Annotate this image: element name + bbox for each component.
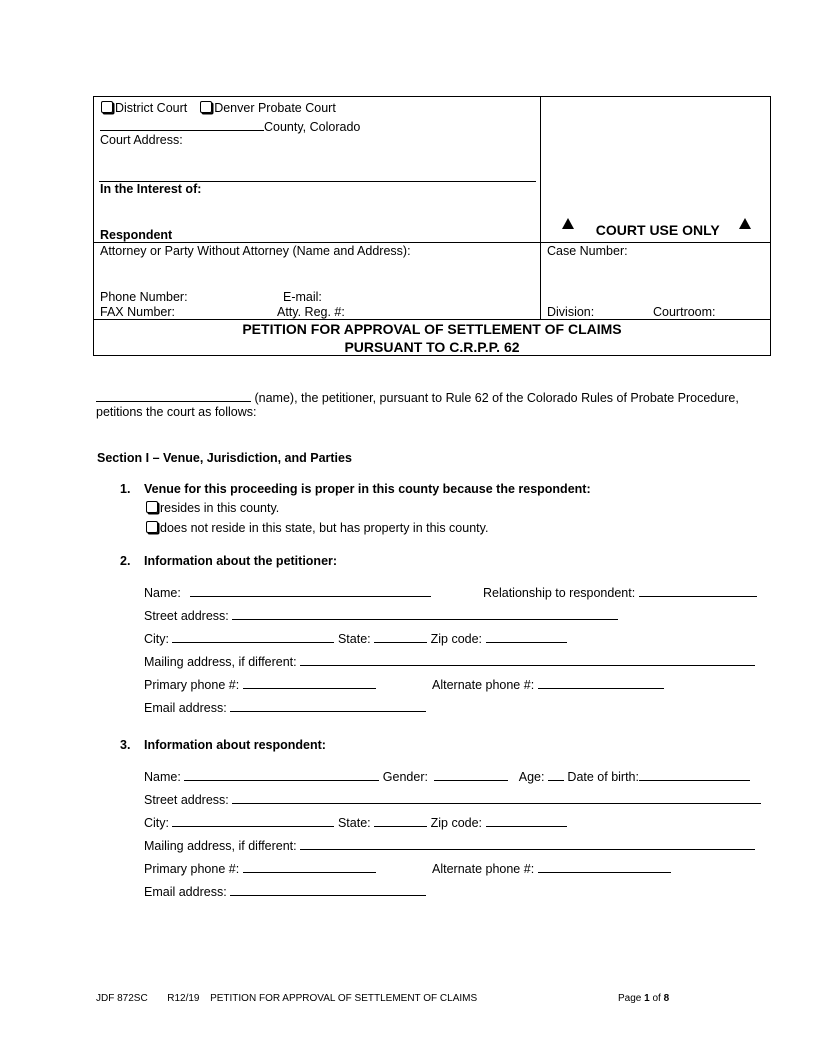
respondent-mailing-label: Mailing address, if different: (144, 839, 297, 853)
petitioner-mailing-row (144, 653, 755, 669)
petitioner-alternate-phone-label: Alternate phone #: (432, 678, 535, 692)
respondent-name-label: Name: (144, 770, 181, 784)
petitioner-zip-field[interactable] (486, 630, 567, 643)
petitioner-email-field[interactable] (230, 699, 426, 712)
case-number-label: Case Number: (547, 244, 628, 258)
respondent-gender-field[interactable] (434, 768, 508, 781)
respondent-age-label: Age: (518, 770, 545, 784)
respondent-zip-label: Zip code: (430, 816, 483, 830)
respondent-zip-field[interactable] (486, 814, 567, 827)
respondent-gender-label: Gender: (382, 770, 428, 784)
caption-vertical-divider (540, 96, 541, 320)
atty-reg-label: Atty. Reg. #: (277, 305, 345, 319)
respondent-state-field[interactable] (374, 814, 427, 827)
petitioner-primary-phone-label: Primary phone #: (144, 678, 240, 692)
respondent-email-field[interactable] (230, 883, 426, 896)
petitioner-name-blank[interactable] (96, 389, 251, 402)
up-arrow-left-icon (562, 218, 574, 229)
fax-number-label: FAX Number: (100, 305, 176, 319)
item3-number: 3. (120, 738, 131, 752)
item1-heading: Venue for this proceeding is proper in this county because the respondent: (144, 482, 591, 496)
item1-number: 1. (120, 482, 131, 496)
property-checkbox[interactable] (146, 521, 158, 533)
email-label: E-mail: (283, 290, 322, 304)
petitioner-primary-phone-row (144, 676, 376, 692)
relationship-label: Relationship to respondent: (483, 586, 636, 600)
respondent-street-row (144, 791, 761, 807)
respondent-mailing-row (144, 837, 755, 853)
resides-label: resides in this county. (160, 501, 280, 515)
probate-court-checkbox[interactable] (200, 101, 212, 113)
property-label: does not reside in this state, but has property in this county. (160, 521, 489, 535)
resides-checkbox[interactable] (146, 501, 158, 513)
petitioner-email-label: Email address: (144, 701, 227, 715)
item2-heading: Information about the petitioner: (144, 554, 338, 568)
district-court-label: District Court (115, 101, 188, 115)
section1-heading: Section I – Venue, Jurisdiction, and Parties (97, 451, 352, 465)
court-selection (101, 101, 336, 115)
respondent-dob-field[interactable] (639, 768, 750, 781)
respondent-name-row (144, 768, 750, 784)
in-interest-label: In the Interest of: (100, 182, 202, 196)
county-label: County, Colorado (264, 120, 361, 134)
respondent-city-row (144, 814, 567, 830)
intro-line2: petitions the court as follows: (96, 405, 257, 419)
respondent-state-label: State: (337, 816, 371, 830)
petitioner-city-field[interactable] (172, 630, 334, 643)
court-address-label: Court Address: (100, 133, 183, 147)
respondent-street-label: Street address: (144, 793, 229, 807)
respondent-street-field[interactable] (232, 791, 761, 804)
petitioner-name-label: Name: (144, 586, 181, 600)
venue-option-property (146, 521, 488, 535)
petitioner-zip-label: Zip code: (430, 632, 483, 646)
respondent-email-row (144, 883, 426, 899)
petitioner-state-label: State: (337, 632, 371, 646)
respondent-primary-phone-row (144, 860, 376, 876)
petitioner-city-label: City: (144, 632, 169, 646)
footer (96, 993, 477, 1004)
intro-text: (name), the petitioner, pursuant to Rule 62 of the Colorado Rules of Probate Procedure, (254, 391, 739, 405)
court-use-only-label: COURT USE ONLY (595, 222, 720, 238)
respondent-alternate-phone-row (432, 860, 671, 876)
petitioner-email-row (144, 699, 426, 715)
footer-revision: R12/19 (167, 993, 200, 1004)
respondent-alternate-phone-label: Alternate phone #: (432, 862, 535, 876)
footer-title: PETITION FOR APPROVAL OF SETTLEMENT OF CLAIMS (210, 993, 478, 1004)
respondent-mailing-field[interactable] (300, 837, 755, 850)
page-current: 1 (644, 993, 650, 1004)
petitioner-primary-phone-field[interactable] (243, 676, 376, 689)
petitioner-street-row (144, 607, 618, 623)
item3-heading: Information about respondent: (144, 738, 326, 752)
form-title-line1: PETITION FOR APPROVAL OF SETTLEMENT OF CLAIMS (242, 321, 622, 337)
respondent-primary-phone-label: Primary phone #: (144, 862, 240, 876)
page-label: Page (618, 993, 642, 1004)
footer-form-id: JDF 872SC (96, 993, 148, 1004)
respondent-dob-label: Date of birth: (567, 770, 639, 784)
respondent-email-label: Email address: (144, 885, 227, 899)
caption-divider-2 (93, 319, 771, 320)
respondent-name-field[interactable] (184, 768, 379, 781)
respondent-age-field[interactable] (548, 768, 564, 781)
respondent-primary-phone-field[interactable] (243, 860, 376, 873)
petitioner-city-row (144, 630, 567, 646)
caption-divider-1 (93, 242, 771, 243)
petitioner-street-label: Street address: (144, 609, 229, 623)
page-of: of (652, 993, 661, 1004)
petitioner-name-row (144, 584, 431, 600)
probate-court-label: Denver Probate Court (214, 101, 336, 115)
petitioner-name-field[interactable] (190, 584, 431, 597)
respondent-city-label: City: (144, 816, 169, 830)
petitioner-alternate-phone-field[interactable] (538, 676, 664, 689)
petitioner-relationship-row (483, 584, 757, 600)
court-use-only (562, 216, 751, 238)
respondent-alternate-phone-field[interactable] (538, 860, 671, 873)
petitioner-street-field[interactable] (232, 607, 618, 620)
petitioner-mailing-field[interactable] (300, 653, 755, 666)
intro-line1 (96, 389, 739, 405)
footer-page-number (618, 993, 669, 1004)
petitioner-mailing-label: Mailing address, if different: (144, 655, 297, 669)
courtroom-label: Courtroom: (653, 305, 716, 319)
district-court-checkbox[interactable] (101, 101, 113, 113)
respondent-label: Respondent (100, 228, 173, 242)
petitioner-state-field[interactable] (374, 630, 427, 643)
up-arrow-right-icon (739, 218, 751, 229)
phone-number-label: Phone Number: (100, 290, 188, 304)
relationship-field[interactable] (639, 584, 757, 597)
item2-number: 2. (120, 554, 131, 568)
form-title-line2: PURSUANT TO C.R.P.P. 62 (344, 339, 520, 355)
division-label: Division: (547, 305, 595, 319)
page-total: 8 (663, 993, 670, 1004)
county-blank[interactable] (100, 118, 264, 131)
venue-option-resides (146, 501, 279, 515)
petitioner-alternate-phone-row (432, 676, 664, 692)
respondent-city-field[interactable] (172, 814, 334, 827)
attorney-label: Attorney or Party Without Attorney (Name and Address): (100, 244, 411, 258)
county-row (100, 118, 360, 134)
